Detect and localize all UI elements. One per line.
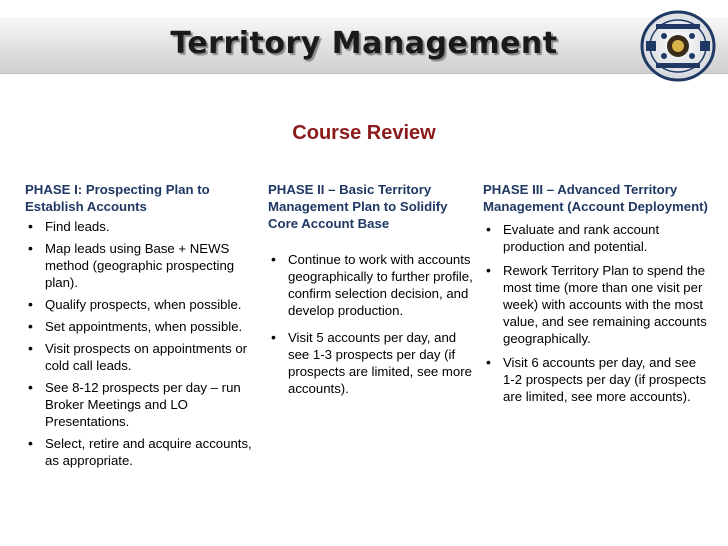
phase-2-list [268,251,473,397]
list-item: • Select, retire and acquire accounts, as appropriate. [25,435,260,469]
list-item: • Visit 5 accounts per day, and see 1-3 prospects per day (if prospects are limited, see more accounts). [268,329,473,397]
list-item: • See 8-12 prospects per day – run Broker Meetings and LO Presentations. [25,379,260,430]
list-item: • Find leads. [25,218,260,235]
list-item: • Visit 6 accounts per day, and see 1-2 prospects per day (if prospects are limited, see more accounts). [483,354,708,405]
phase-3-title: PHASE III – Advanced Territory Management (Account Deployment) [483,182,708,214]
page-title: Territory Management [170,26,558,61]
list-item: • Qualify prospects, when possible. [25,296,260,313]
list-item: • Map leads using Base + NEWS method (geographic prospecting plan). [25,240,260,291]
phase-3-column [483,181,708,405]
company-seal-logo [638,8,718,84]
phase-2-title: PHASE II – Basic Territory Management Plan to Solidify Core Account Base [268,182,448,231]
phase-1-column [25,181,260,469]
phase-1-title: PHASE I: Prospecting Plan to Establish Accounts [25,182,210,214]
list-item: • Evaluate and rank account production and potential. [483,221,708,255]
list-item: • Set appointments, when possible. [25,318,260,335]
phase-3-list [483,221,708,405]
phase-1-list [25,218,260,469]
phase-2-column [268,181,473,397]
list-item: • Continue to work with accounts geographically to further profile, confirm selection decision, and develop production. [268,251,473,319]
course-review-heading: Course Review [292,122,436,144]
list-item: • Visit prospects on appointments or cold call leads. [25,340,260,374]
list-item: • Rework Territory Plan to spend the most time (more than one visit per week) with accounts with the most value, and see remaining accounts geographically. [483,262,708,347]
